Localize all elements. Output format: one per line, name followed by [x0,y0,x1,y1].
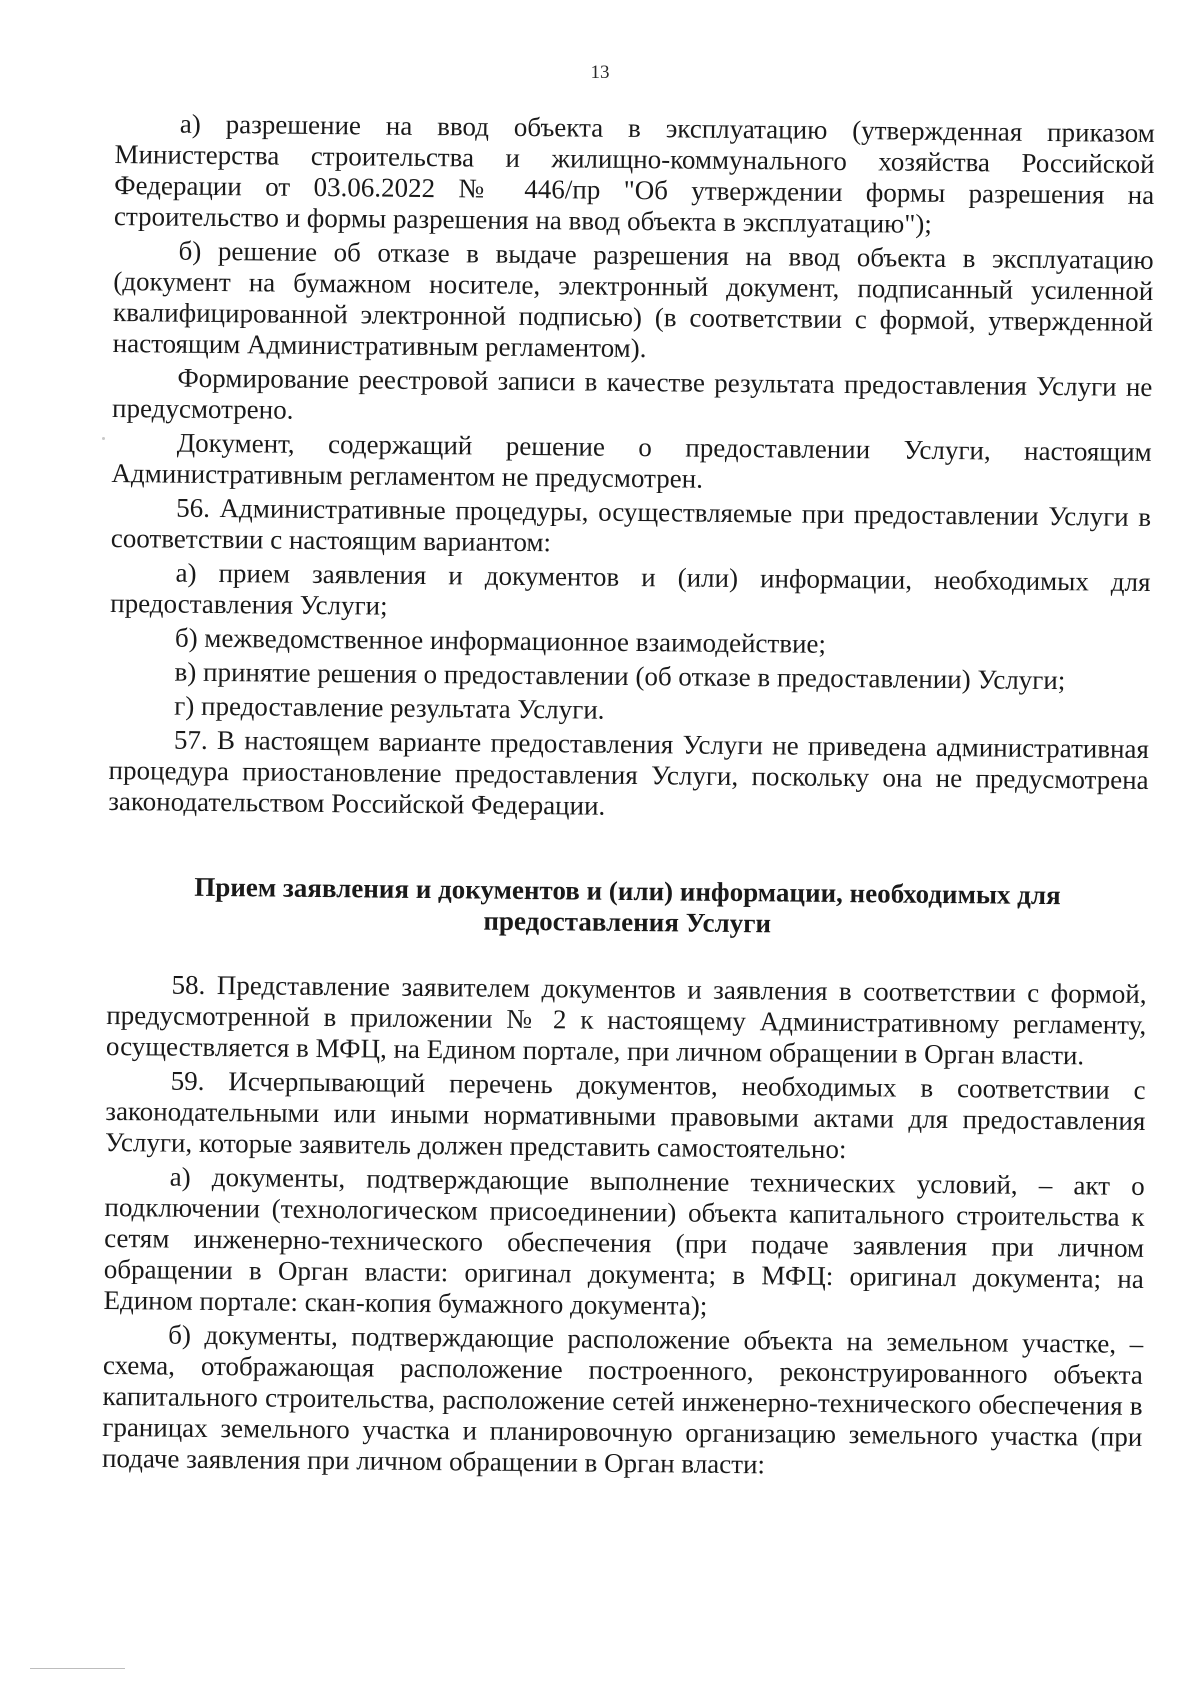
paragraph-56: 56. Административные процедуры, осуществляемые при предоставлении Услуги в соответствии с настоящим вариантом: [110,492,1152,558]
paragraph-56-b: б) межведомственное информационное взаимодействие; [174,622,827,659]
paragraph-56-c: в) принятие решения о предоставлении (об отказе в предоставлении) Услуги; [174,656,1066,696]
paragraph-59-a: а) документы, подтверждающие выполнение технических условий, – акт о подключении (технологическом присоединении) объекта капитального строительства к сетям инженерно-технического обеспечения (при подаче заявления при личном обращении в Орган власти: оригинал документа; в МФЦ: оригинал документа; на Едином портале: скан-копия бумажного документа); [103,1161,1145,1321]
paragraph-decision-document: Документ, содержащий решение о предоставлении Услуги, настоящим Административным регламентом не предусмотрен. [111,427,1152,494]
paragraph-57: 57. В настоящем варианте предоставления Услуги не приведена административная процедура приостановление предоставления Услуги, поскольку она не предусмотрена законодательством Российской Федерации. [108,724,1150,821]
page-number: 13 [590,62,610,83]
paragraph-56-a: а) прием заявления и документов и (или) информации, необходимых для предоставления Услуги; [110,557,1151,621]
section-heading: Прием заявления и документов и (или) информации, необходимых для предоставления Услуги [194,871,1061,939]
document-body [102,108,1155,1487]
paragraph-59-b: б) документы, подтверждающие расположение объекта на земельном участке, – схема, отображающая расположение построенного, реконструированного объекта капитального строительства, расположение сетей инженерно-технического обеспечения в границах земельного участка и планировочную организацию земельного участка (при подаче заявления при личном обращении в Орган власти: [101,1319,1144,1480]
paragraph-56-d: г) предоставление результата Услуги. [174,690,605,725]
paragraph-result-refusal: б) решение об отказе в выдаче разрешения на ввод объекта в эксплуатацию (документ на бумажном носителе, электронный документ, подписанный усиленной квалифицированной электронной подписью) (в соответствии с формой, утвержденной настоящим Административным регламентом). [112,235,1154,364]
paragraph-registry-record: Формирование реестровой записи в качестве результата предоставления Услуги не предусмотрено. [111,362,1153,425]
paragraph-result-permit: а) разрешение на ввод объекта в эксплуатацию (утвержденная приказом Министерства строительства и жилищно-коммунального хозяйства Российской Федерации от 03.06.2022 № 446/пр "Об утверждении формы разрешения на строительство и формы разрешения на ввод объекта в эксплуатацию"); [113,108,1155,239]
paragraph-58: 58. Представление заявителем документов и заявления в соответствии с формой, предусмотренной в приложении № 2 к настоящему Административному регламенту, осуществляется в МФЦ, на Едином портале, при личном обращении в Орган власти. [105,969,1147,1071]
scan-speck [102,437,105,440]
paragraph-59: 59. Исчерпывающий перечень документов, необходимых в соответствии с законодательными или иными нормативными правовыми актами для предоставления Услуги, которые заявитель должен представить самостоятельно: [104,1065,1146,1165]
scan-edge-line [30,1668,125,1669]
